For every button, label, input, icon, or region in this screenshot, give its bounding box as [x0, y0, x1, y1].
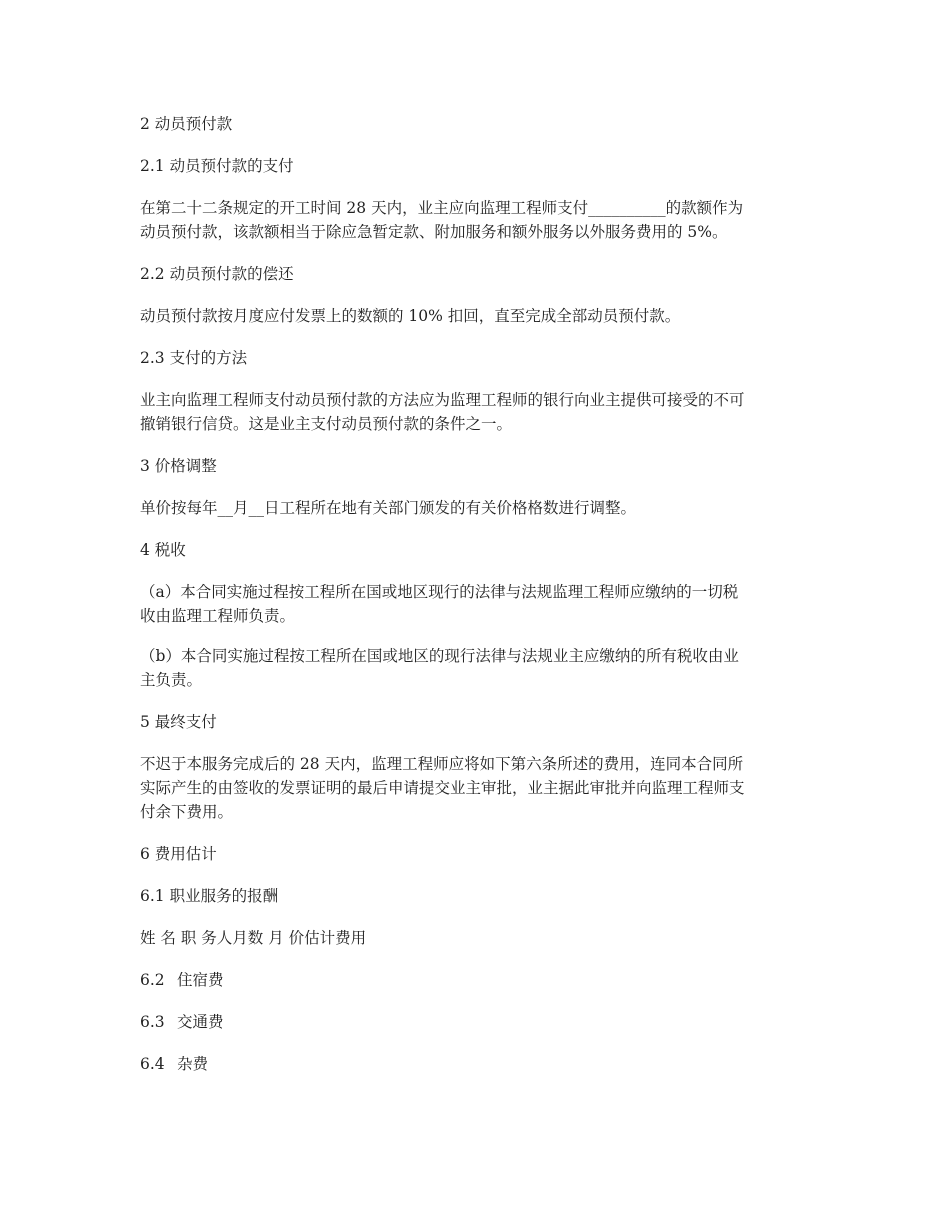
paragraph-line: 在第二十二条规定的开工时间 28 天内，业主应向监理工程师支付__________的款额作为 [140, 199, 744, 217]
paragraph-line: 付余下费用。 [140, 803, 234, 821]
section-2-1-paragraph [140, 196, 820, 244]
section-2-heading: 2 动员预付款 [140, 115, 233, 133]
section-2-1-heading: 2.1 动员预付款的支付 [140, 157, 294, 175]
section-4-clause-a [140, 580, 820, 628]
paragraph-line: 动员预付款按月度应付发票上的数额的 10% 扣回，直至完成全部动员预付款。 [140, 307, 681, 325]
paragraph-line: 业主向监理工程师支付动员预付款的方法应为监理工程师的银行向业主提供可接受的不可 [140, 391, 745, 409]
section-6-2-row [140, 968, 820, 992]
section-2-2-paragraph [140, 304, 820, 328]
section-number: 6.2 [140, 971, 165, 989]
paragraph-line: 收由监理工程师负责。 [140, 607, 296, 625]
paragraph-line: 动员预付款，该款额相当于除应急暂定款、附加服务和额外服务以外服务费用的 5%。 [140, 223, 728, 241]
section-6-3-row [140, 1010, 820, 1034]
paragraph-line: 实际产生的由签收的发票证明的最后申请提交业主审批，业主据此审批并向监理工程师支 [140, 779, 745, 797]
paragraph-line: 主负责。 [140, 671, 203, 689]
section-label: 住宿费 [177, 971, 224, 989]
section-2-3-heading: 2.3 支付的方法 [140, 349, 248, 367]
section-3-paragraph [140, 496, 820, 520]
paragraph-line: 不迟于本服务完成后的 28 天内，监理工程师应将如下第六条所述的费用，连同本合同所 [140, 755, 744, 773]
section-4-heading: 4 税收 [140, 541, 186, 559]
paragraph-line: 单价按每年__月__日工程所在地有关部门颁发的有关价格格数进行调整。 [140, 499, 637, 517]
section-2-3-paragraph [140, 388, 820, 436]
section-6-heading: 6 费用估计 [140, 845, 217, 863]
paragraph-line: （b）本合同实施过程按工程所在国或地区的现行法律与法规业主应缴纳的所有税收由业 [140, 647, 739, 665]
section-5-paragraph [140, 752, 820, 824]
section-2-2-heading: 2.2 动员预付款的偿还 [140, 265, 294, 283]
paragraph-line: 撤销银行信贷。这是业主支付动员预付款的条件之一。 [140, 415, 513, 433]
section-3-heading: 3 价格调整 [140, 457, 217, 475]
section-6-4-row [140, 1052, 820, 1076]
section-label: 杂费 [177, 1055, 209, 1073]
fee-table-header: 姓 名 职 务人月数 月 价估计费用 [140, 929, 367, 947]
document-page [140, 112, 820, 1094]
section-5-heading: 5 最终支付 [140, 713, 217, 731]
section-number: 6.3 [140, 1013, 165, 1031]
section-6-1-heading: 6.1 职业服务的报酬 [140, 887, 279, 905]
section-number: 6.4 [140, 1055, 165, 1073]
section-4-clause-b [140, 644, 820, 692]
section-label: 交通费 [177, 1013, 224, 1031]
paragraph-line: （a）本合同实施过程按工程所在国或地区现行的法律与法规监理工程师应缴纳的一切税 [140, 583, 739, 601]
